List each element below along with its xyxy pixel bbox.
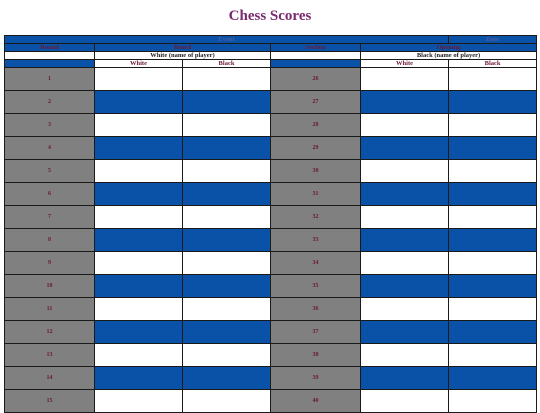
move-number-left: 6 (5, 183, 95, 206)
black-move-cell[interactable] (183, 252, 271, 275)
blank-cell (271, 60, 361, 68)
black-move-cell[interactable] (183, 114, 271, 137)
move-row (5, 298, 537, 321)
black-move-cell[interactable] (449, 114, 537, 137)
white-move-cell[interactable] (95, 114, 183, 137)
move-row (5, 321, 537, 344)
move-number-right: 30 (271, 160, 361, 183)
move-number-right: 31 (271, 183, 361, 206)
black-move-cell[interactable] (183, 321, 271, 344)
black-move-cell[interactable] (183, 68, 271, 91)
black-move-cell[interactable] (183, 183, 271, 206)
move-number-left: 12 (5, 321, 95, 344)
move-number-left: 13 (5, 344, 95, 367)
move-number-right: 36 (271, 298, 361, 321)
black-move-cell[interactable] (183, 298, 271, 321)
move-row (5, 252, 537, 275)
black-move-cell[interactable] (449, 68, 537, 91)
white-move-cell[interactable] (361, 68, 449, 91)
black-move-cell[interactable] (183, 206, 271, 229)
move-row (5, 137, 537, 160)
move-row (5, 68, 537, 91)
black-move-cell[interactable] (183, 275, 271, 298)
move-row (5, 206, 537, 229)
white-move-cell[interactable] (95, 275, 183, 298)
white-move-cell[interactable] (361, 390, 449, 413)
move-number-left: 11 (5, 298, 95, 321)
black-move-cell[interactable] (449, 344, 537, 367)
white-move-cell[interactable] (361, 367, 449, 390)
move-number-left: 10 (5, 275, 95, 298)
move-row (5, 275, 537, 298)
opening-field[interactable]: Opening (361, 44, 537, 52)
black-move-cell[interactable] (449, 183, 537, 206)
white-move-cell[interactable] (95, 367, 183, 390)
white-move-cell[interactable] (95, 390, 183, 413)
move-number-left: 9 (5, 252, 95, 275)
move-row (5, 183, 537, 206)
white-move-cell[interactable] (361, 275, 449, 298)
white-move-cell[interactable] (95, 68, 183, 91)
move-number-left: 1 (5, 68, 95, 91)
board-field[interactable]: Board (95, 44, 271, 52)
white-player-field[interactable]: White (name of player) (95, 52, 271, 60)
black-move-cell[interactable] (183, 344, 271, 367)
white-move-cell[interactable] (361, 114, 449, 137)
black-move-cell[interactable] (449, 160, 537, 183)
white-move-cell[interactable] (361, 160, 449, 183)
white-column-header-right: White (361, 60, 449, 68)
black-column-header-left: Black (183, 60, 271, 68)
black-move-cell[interactable] (449, 298, 537, 321)
black-move-cell[interactable] (449, 137, 537, 160)
black-move-cell[interactable] (449, 321, 537, 344)
move-number-right: 32 (271, 206, 361, 229)
black-move-cell[interactable] (183, 137, 271, 160)
black-move-cell[interactable] (449, 367, 537, 390)
white-move-cell[interactable] (95, 206, 183, 229)
round-field[interactable]: Round (5, 44, 95, 52)
section-field[interactable]: Section (271, 44, 361, 52)
move-number-right: 26 (271, 68, 361, 91)
move-number-right: 33 (271, 229, 361, 252)
black-move-cell[interactable] (183, 367, 271, 390)
blank-cell (271, 52, 361, 60)
black-move-cell[interactable] (449, 229, 537, 252)
white-move-cell[interactable] (361, 344, 449, 367)
move-row (5, 367, 537, 390)
black-player-field[interactable]: Black (name of player) (361, 52, 537, 60)
move-row (5, 91, 537, 114)
black-move-cell[interactable] (449, 206, 537, 229)
move-number-left: 15 (5, 390, 95, 413)
white-column-header-left: White (95, 60, 183, 68)
black-move-cell[interactable] (183, 390, 271, 413)
white-move-cell[interactable] (361, 298, 449, 321)
white-move-cell[interactable] (95, 137, 183, 160)
move-number-right: 40 (271, 390, 361, 413)
white-move-cell[interactable] (361, 137, 449, 160)
move-number-right: 38 (271, 344, 361, 367)
white-move-cell[interactable] (361, 229, 449, 252)
move-row (5, 114, 537, 137)
black-move-cell[interactable] (449, 390, 537, 413)
move-number-left: 8 (5, 229, 95, 252)
move-number-right: 28 (271, 114, 361, 137)
move-number-left: 14 (5, 367, 95, 390)
white-move-cell[interactable] (95, 229, 183, 252)
move-number-right: 27 (271, 91, 361, 114)
white-move-cell[interactable] (361, 252, 449, 275)
date-field[interactable]: Date (449, 36, 537, 44)
move-number-left: 7 (5, 206, 95, 229)
black-move-cell[interactable] (449, 252, 537, 275)
move-number-left: 4 (5, 137, 95, 160)
move-row (5, 229, 537, 252)
white-move-cell[interactable] (95, 344, 183, 367)
move-number-left: 5 (5, 160, 95, 183)
score-sheet (4, 35, 536, 413)
blank-cell (5, 60, 95, 68)
page-title: Chess Scores (228, 8, 312, 24)
white-move-cell[interactable] (361, 91, 449, 114)
white-move-cell[interactable] (95, 321, 183, 344)
black-move-cell[interactable] (449, 91, 537, 114)
move-row (5, 390, 537, 413)
black-move-cell[interactable] (183, 91, 271, 114)
move-number-left: 3 (5, 114, 95, 137)
move-number-right: 29 (271, 137, 361, 160)
black-move-cell[interactable] (183, 160, 271, 183)
black-move-cell[interactable] (449, 275, 537, 298)
black-move-cell[interactable] (183, 229, 271, 252)
white-move-cell[interactable] (95, 160, 183, 183)
move-number-right: 35 (271, 275, 361, 298)
move-number-right: 34 (271, 252, 361, 275)
move-number-right: 37 (271, 321, 361, 344)
move-row (5, 160, 537, 183)
white-move-cell[interactable] (95, 183, 183, 206)
score-table (4, 35, 537, 413)
move-row (5, 344, 537, 367)
white-move-cell[interactable] (361, 321, 449, 344)
white-move-cell[interactable] (95, 298, 183, 321)
move-number-right: 39 (271, 367, 361, 390)
black-column-header-right: Black (449, 60, 537, 68)
blank-cell (5, 52, 95, 60)
white-move-cell[interactable] (95, 91, 183, 114)
white-move-cell[interactable] (361, 183, 449, 206)
event-field[interactable]: Event (5, 36, 449, 44)
white-move-cell[interactable] (361, 206, 449, 229)
move-number-left: 2 (5, 91, 95, 114)
white-move-cell[interactable] (95, 252, 183, 275)
